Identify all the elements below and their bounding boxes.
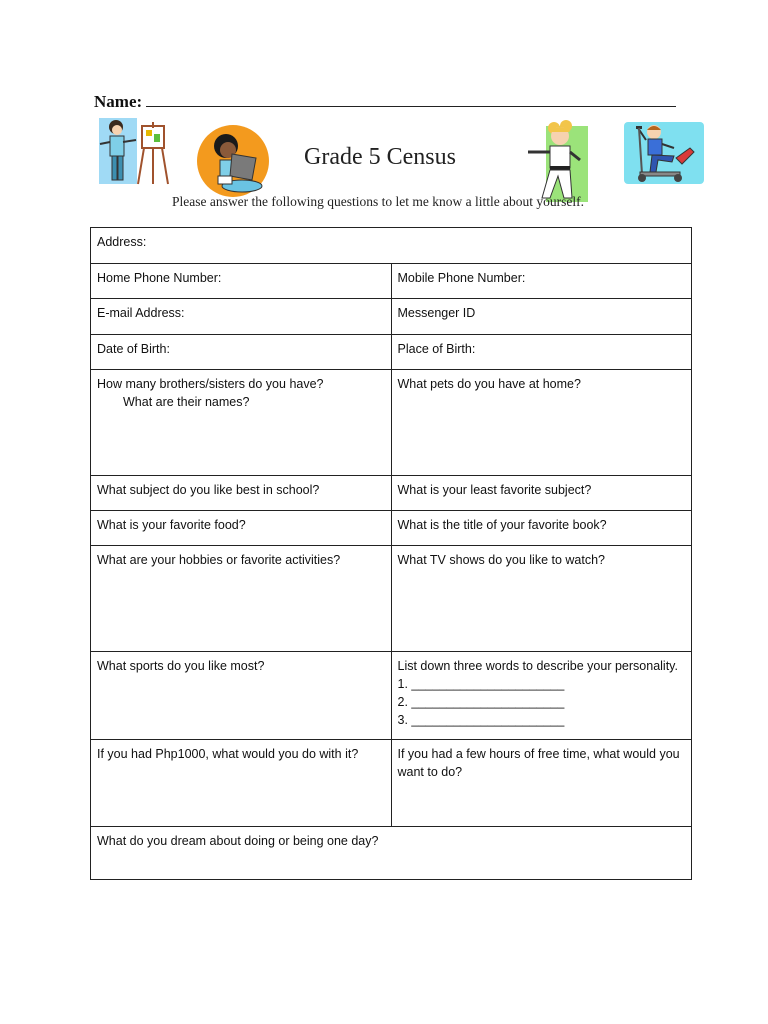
least-subject-cell[interactable] bbox=[391, 476, 692, 511]
email-label: E-mail Address: bbox=[97, 306, 185, 320]
name-label: Name: bbox=[94, 92, 143, 111]
free-time-label: If you had a few hours of free time, what would you want to do? bbox=[397, 747, 680, 779]
painter-clipart bbox=[96, 114, 176, 188]
food-cell[interactable] bbox=[91, 511, 392, 546]
email-cell[interactable] bbox=[91, 299, 392, 335]
personality-cell[interactable] bbox=[391, 652, 692, 740]
messenger-cell[interactable] bbox=[391, 299, 692, 335]
home-phone-label: Home Phone Number: bbox=[97, 271, 222, 285]
book-cell[interactable] bbox=[391, 511, 692, 546]
dream-label: What do you dream about doing or being one day? bbox=[97, 834, 379, 848]
pob-cell[interactable] bbox=[391, 335, 692, 370]
dob-cell[interactable] bbox=[91, 335, 392, 370]
personality-blank-2: 2. ______________________ bbox=[397, 695, 565, 709]
pob-label: Place of Birth: bbox=[397, 342, 476, 356]
money-cell[interactable] bbox=[91, 740, 392, 827]
money-label: If you had Php1000, what would you do with it? bbox=[97, 747, 359, 761]
sports-cell[interactable] bbox=[91, 652, 392, 740]
sibling-names-label: What are their names? bbox=[123, 395, 250, 409]
sports-label: What sports do you like most? bbox=[97, 659, 265, 673]
tv-label: What TV shows do you like to watch? bbox=[397, 553, 606, 567]
tv-cell[interactable] bbox=[391, 546, 692, 652]
personality-blank-3: 3. ______________________ bbox=[397, 713, 565, 727]
scooter-kid-clipart bbox=[624, 122, 704, 184]
least-subject-label: What is your least favorite subject? bbox=[397, 483, 592, 497]
book-label: What is the title of your favorite book? bbox=[397, 518, 607, 532]
dob-label: Date of Birth: bbox=[97, 342, 170, 356]
personality-label: List down three words to describe your personality. bbox=[397, 659, 678, 673]
address-cell[interactable] bbox=[91, 228, 692, 264]
personality-blank-1: 1. ______________________ bbox=[397, 677, 565, 691]
karate-girl-clipart bbox=[524, 118, 590, 204]
dream-cell[interactable] bbox=[91, 827, 692, 880]
hobbies-cell[interactable] bbox=[91, 546, 392, 652]
name-field[interactable] bbox=[94, 92, 676, 112]
messenger-label: Messenger ID bbox=[397, 306, 476, 320]
best-subject-cell[interactable] bbox=[91, 476, 392, 511]
food-label: What is your favorite food? bbox=[97, 518, 246, 532]
siblings-label: How many brothers/sisters do you have? bbox=[97, 377, 324, 391]
siblings-cell[interactable] bbox=[91, 370, 392, 476]
free-time-cell[interactable] bbox=[391, 740, 692, 827]
best-subject-label: What subject do you like best in school? bbox=[97, 483, 320, 497]
address-label: Address: bbox=[97, 235, 147, 249]
mobile-phone-label: Mobile Phone Number: bbox=[397, 271, 526, 285]
census-form-table bbox=[90, 227, 692, 880]
pets-label: What pets do you have at home? bbox=[397, 377, 581, 391]
pets-cell[interactable] bbox=[391, 370, 692, 476]
laptop-kid-clipart bbox=[196, 124, 270, 198]
name-blank-line[interactable] bbox=[146, 92, 676, 107]
home-phone-cell[interactable] bbox=[91, 264, 392, 299]
instructions-text: Please answer the following questions to let me know a little about yourself. bbox=[172, 194, 585, 209]
page-title: Grade 5 Census bbox=[304, 144, 456, 170]
mobile-phone-cell[interactable] bbox=[391, 264, 692, 299]
hobbies-label: What are your hobbies or favorite activities? bbox=[97, 553, 341, 567]
